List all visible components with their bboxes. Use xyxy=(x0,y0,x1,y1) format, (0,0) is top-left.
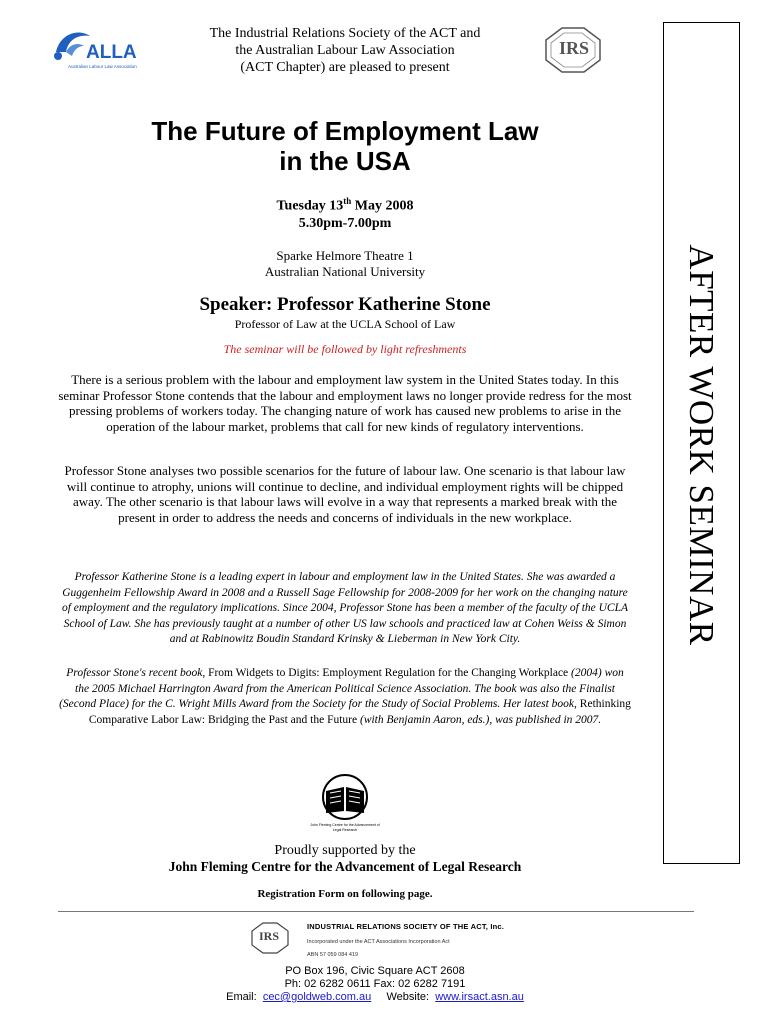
title-line-1: The Future of Employment Law xyxy=(151,116,539,146)
description-paragraph-1: There is a serious problem with the labour and employment law system in the United States today. In this seminar Professor Stone contends that the labour and employment laws no longer provide redress for the most pressing problems of workers today. The changing nature of work has caused new problems to arise in the operation of the labour market, problems that call for new kinds of regulatory interventions. xyxy=(58,372,632,434)
intro-line-1: The Industrial Relations Society of the ACT and xyxy=(209,26,481,41)
alla-logo-text: ALLA xyxy=(86,42,137,63)
refreshments-note: The seminar will be followed by light refreshments xyxy=(223,342,467,356)
website-link[interactable]: www.irsact.asn.au xyxy=(435,991,524,1003)
speaker-title: Professor of Law at the UCLA School of Law xyxy=(234,317,456,331)
intro-text xyxy=(180,25,510,76)
open-book-icon xyxy=(310,773,380,823)
book-title-1: From Widgets to Digits: Employment Regulation for the Changing Workplace xyxy=(208,667,569,679)
jfc-logo-caption: John Fleming Centre for the Advancement of Legal Research xyxy=(310,823,380,832)
date-line xyxy=(190,193,500,215)
footer-contact xyxy=(150,991,600,1004)
irs-footer-abn: ABN 57 059 084 419 xyxy=(307,952,359,958)
email-link[interactable]: cec@goldweb.com.au xyxy=(262,991,372,1003)
bio-paragraph-1: Professor Katherine Stone is a leading expert in labour and employment law in the United States. She was awarded a Guggenheim Fellowship Award in 2008 and a Russell Sage Fellowship for 2008-2009 for her work on the changing nature of employment and the regulatory implications. Since 2004, Professor Stone has been a member of the faculty of the UCLA School of Law. She has previously taught at a number of other US law schools and practiced law at Cohen Weiss & Simon and at Rabinowitz Boudin Standard Krinsky & Lieberman in New York City. xyxy=(61,571,629,645)
title-line-2: in the USA xyxy=(279,146,411,176)
book-title-2: Rethinking Comparative Labor Law: Bridging the Past and the Future xyxy=(88,698,631,726)
email-label: Email: xyxy=(226,991,263,1003)
intro-line-3: (ACT Chapter) are pleased to present xyxy=(240,60,450,75)
alla-logo-tagline: Australian Labour Law Association xyxy=(68,64,137,69)
bio2-part-3: (with Benjamin Aaron, eds.), was published in 2007. xyxy=(357,713,602,726)
event-date xyxy=(190,193,500,232)
website-label: Website: xyxy=(371,991,436,1003)
bio2-part-2: (2004) won the 2005 Michael Harrington Award from the American Political Science Association. The book was also the Finalist (Second Place) for the C. Wright Mills Award from the Society for the Study of Social Problems. Her latest book, xyxy=(59,667,624,710)
event-venue xyxy=(190,248,500,280)
event-time: 5.30pm-7.00pm xyxy=(298,215,392,231)
footer-po-box: PO Box 196, Civic Square ACT 2608 xyxy=(285,965,465,977)
event-title xyxy=(80,116,610,176)
bio2-part-1: Professor Stone's recent book, xyxy=(66,667,209,679)
alla-logo xyxy=(48,22,158,74)
irs-footer-logo xyxy=(250,922,290,954)
irs-footer-subtitle: Incorporated under the ACT Associations Incorporation Act xyxy=(307,939,450,945)
sponsor-name: John Fleming Centre for the Advancement of Legal Research xyxy=(168,859,522,874)
intro-line-2: the Australian Labour Law Association xyxy=(235,43,455,58)
speaker-name: Speaker: Professor Katherine Stone xyxy=(199,294,491,315)
registration-note: Registration Form on following page. xyxy=(257,888,433,900)
irs-footer-logo-text: IRS xyxy=(259,929,280,943)
date-month: May 2008 xyxy=(351,198,414,214)
venue-line-1: Sparke Helmore Theatre 1 xyxy=(276,248,414,263)
irs-logo-text: IRS xyxy=(559,38,590,58)
footer-phone: Ph: 02 6282 0611 Fax: 02 6282 7191 xyxy=(284,978,466,990)
jfc-logo xyxy=(310,773,380,835)
irs-logo xyxy=(542,26,604,74)
irs-footer-name: INDUSTRIAL RELATIONS SOCIETY OF THE ACT, Inc. xyxy=(307,922,505,931)
footer-divider xyxy=(58,911,694,912)
banner-text: AFTER WORK SEMINAR xyxy=(682,244,721,646)
date-day: Tuesday 13 xyxy=(276,198,344,214)
bio-paragraph-2 xyxy=(58,666,632,728)
description-paragraph-2: Professor Stone analyses two possible scenarios for the future of labour law. One scenario is that labour law will continue to atrophy, unions will continue to decline, and individual employment rights will be chipped away. The other scenario is that labour laws will evolve in a way that represents a marked break with the present in order to address the needs and concerns of individuals in the new workplace. xyxy=(64,463,626,525)
date-suffix: th xyxy=(343,196,352,206)
venue-line-2: Australian National University xyxy=(264,264,426,279)
supported-by: Proudly supported by the xyxy=(274,843,416,858)
